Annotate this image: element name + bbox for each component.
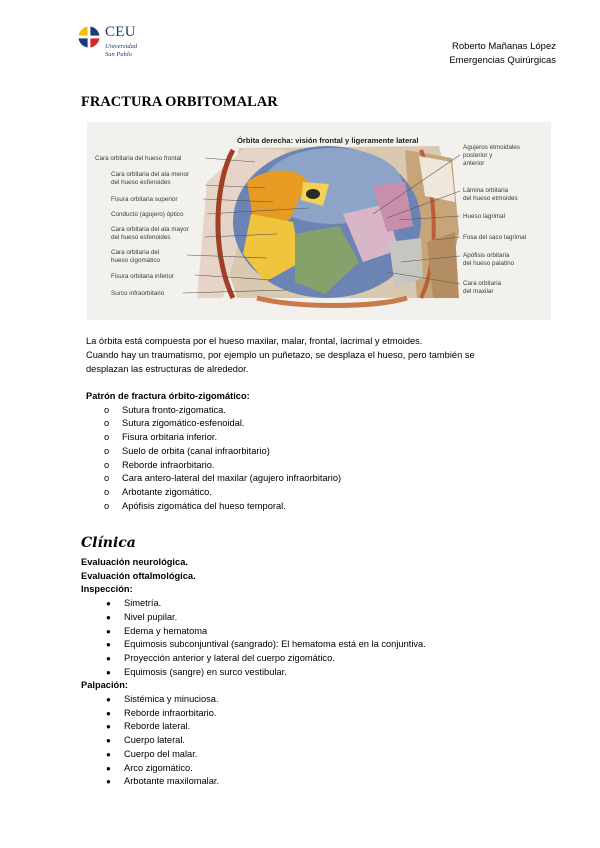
label-agujeros-2: posterior y (463, 152, 493, 159)
label-surco-infraorbitario: Surco infraorbitario (111, 290, 165, 297)
label-cigomatico-1: Cara orbitaria del (111, 249, 160, 256)
list-item: ● Equimosis (sangre) en surco vestibular. (81, 666, 561, 680)
bullet-icon: ● (106, 749, 111, 759)
label-cigomatico-2: hueso cigomático (111, 257, 161, 264)
page-title: FRACTURA ORBITOMALAR (81, 94, 278, 110)
circle-bullet-icon: o (104, 500, 110, 511)
label-agujeros-1: Agujeros etmoidales (463, 144, 521, 151)
label-ala-mayor-2: del hueso esfenoides (111, 234, 171, 241)
label-fisura-inferior: Fisura orbitaria inferior (111, 273, 174, 280)
ceu-logo (78, 24, 168, 64)
bullet-icon: ● (106, 695, 111, 705)
bullet-icon: ● (106, 612, 111, 622)
logo-subtitle (105, 43, 137, 58)
label-lamina-1: Lámina orbitaria (463, 187, 509, 194)
circle-bullet-icon: o (104, 418, 110, 429)
bullet-icon: ● (106, 736, 111, 746)
bullet-icon: ● (106, 599, 111, 609)
pattern-list (86, 404, 556, 514)
list-item: ● Arco zigomático. (81, 762, 561, 776)
intro-line-2: Cuando hay un traumatismo, por ejemplo un puñetazo, se desplaza el hueso, pero también se (86, 349, 475, 360)
label-fisura-superior: Fisura orbitaria superior (111, 196, 178, 203)
list-item: o Apófisis zigomática del hueso temporal. (86, 500, 556, 514)
label-ala-mayor-1: Cara orbitaria del ala mayor (111, 226, 189, 233)
label-conducto-optico: Conducto (agujero) óptico (111, 211, 184, 218)
list-item: o Sutura fronto-zigomatica. (86, 404, 556, 418)
label-ala-menor-2: del hueso esfenoides (111, 179, 171, 186)
bullet-icon: ● (106, 640, 111, 650)
figure-title: Órbita derecha: visión frontal y ligeramente lateral (237, 136, 419, 145)
logo-sub-line-2: San Pablo (105, 50, 132, 58)
orbit-illustration (197, 146, 459, 306)
bullet-icon: ● (106, 653, 111, 663)
list-item: o Reborde infraorbitario. (86, 459, 556, 473)
circle-bullet-icon: o (104, 404, 110, 415)
bullet-icon: ● (106, 763, 111, 773)
clinica-heading: Clínica (81, 535, 136, 551)
orbit-anatomy-figure (87, 122, 551, 320)
list-item: ● Proyección anterior y lateral del cuerpo zigomático. (81, 652, 561, 666)
list-item: ● Cuerpo lateral. (81, 734, 561, 748)
ceu-logo-icon (78, 26, 100, 48)
clinica-section (81, 556, 561, 789)
palpacion-list (81, 693, 561, 789)
circle-bullet-icon: o (104, 445, 110, 456)
circle-bullet-icon: o (104, 486, 110, 497)
list-item: o Arbotante zigomático. (86, 486, 556, 500)
list-item: o Cara antero-lateral del maxilar (agujero infraorbitario) (86, 472, 556, 486)
eval-neurologica: Evaluación neurológica. (81, 557, 188, 567)
author-name: Roberto Mañanas López (451, 41, 556, 52)
list-item: ● Equimosis subconjuntival (sangrado): El hematoma está en la conjuntiva. (81, 638, 561, 652)
palpacion-label: Palpación: (81, 680, 129, 691)
course-name: Emergencias Quirúrgicas (449, 54, 556, 66)
label-lamina-2: del hueso etmoides (463, 195, 518, 202)
bullet-icon: ● (106, 708, 111, 718)
eval-oftalmologica: Evaluación oftalmológica. (81, 570, 196, 581)
list-item: ● Sistémica y minuciosa. (81, 693, 561, 707)
bullet-icon: ● (106, 667, 111, 677)
inspeccion-list (81, 597, 561, 679)
bullet-icon: ● (106, 722, 111, 732)
logo-sub-line-1: Universidad (105, 43, 138, 50)
circle-bullet-icon: o (104, 432, 110, 443)
list-item: ● Arbotante maxilomalar. (81, 775, 561, 789)
label-maxilar-2: del maxilar (463, 288, 494, 295)
list-item: ● Simetría. (81, 597, 561, 611)
intro-paragraph (86, 335, 556, 376)
list-item: ● Reborde lateral. (81, 720, 561, 734)
intro-line-3: desplazan las estructuras de alrededor. (86, 363, 249, 374)
label-ala-menor-1: Cara orbitaria del ala menor (111, 171, 190, 178)
intro-line-1: La órbita está compuesta por el hueso maxilar, malar, frontal, lacrimal y etmoides. (86, 336, 423, 346)
header-info (449, 40, 556, 67)
list-item: ● Cuerpo del malar. (81, 748, 561, 762)
list-item: ● Edema y hematoma (81, 625, 561, 639)
label-frontal: Cara orbitaria del hueso frontal (95, 155, 182, 162)
list-item: o Fisura orbitaria inferior. (86, 431, 556, 445)
circle-bullet-icon: o (104, 473, 110, 484)
pattern-title: Patrón de fractura órbito-zigomático: (86, 391, 250, 401)
circle-bullet-icon: o (104, 459, 110, 470)
list-item: o Suelo de orbita (canal infraorbitario) (86, 445, 556, 459)
label-hueso-lagrimal: Hueso lagrimal (463, 213, 505, 220)
bullet-icon: ● (106, 777, 111, 787)
list-item: o Sutura zigomático-esfenoidal. (86, 417, 556, 431)
label-palatino-1: Apófisis orbitaria (463, 252, 510, 259)
inspeccion-label: Inspección: (81, 584, 133, 595)
label-agujeros-3: anterior (463, 160, 485, 167)
list-item: ● Reborde infraorbitario. (81, 707, 561, 721)
list-item: ● Nivel pupilar. (81, 611, 561, 625)
bullet-icon: ● (106, 626, 111, 636)
label-palatino-2: del hueso palatino (463, 260, 515, 267)
fracture-pattern-section (86, 390, 556, 513)
logo-name: CEU (105, 24, 136, 40)
label-fosa-saco: Fosa del saco lagrimal (463, 234, 526, 241)
label-maxilar-1: Cara orbitaria (463, 280, 502, 287)
